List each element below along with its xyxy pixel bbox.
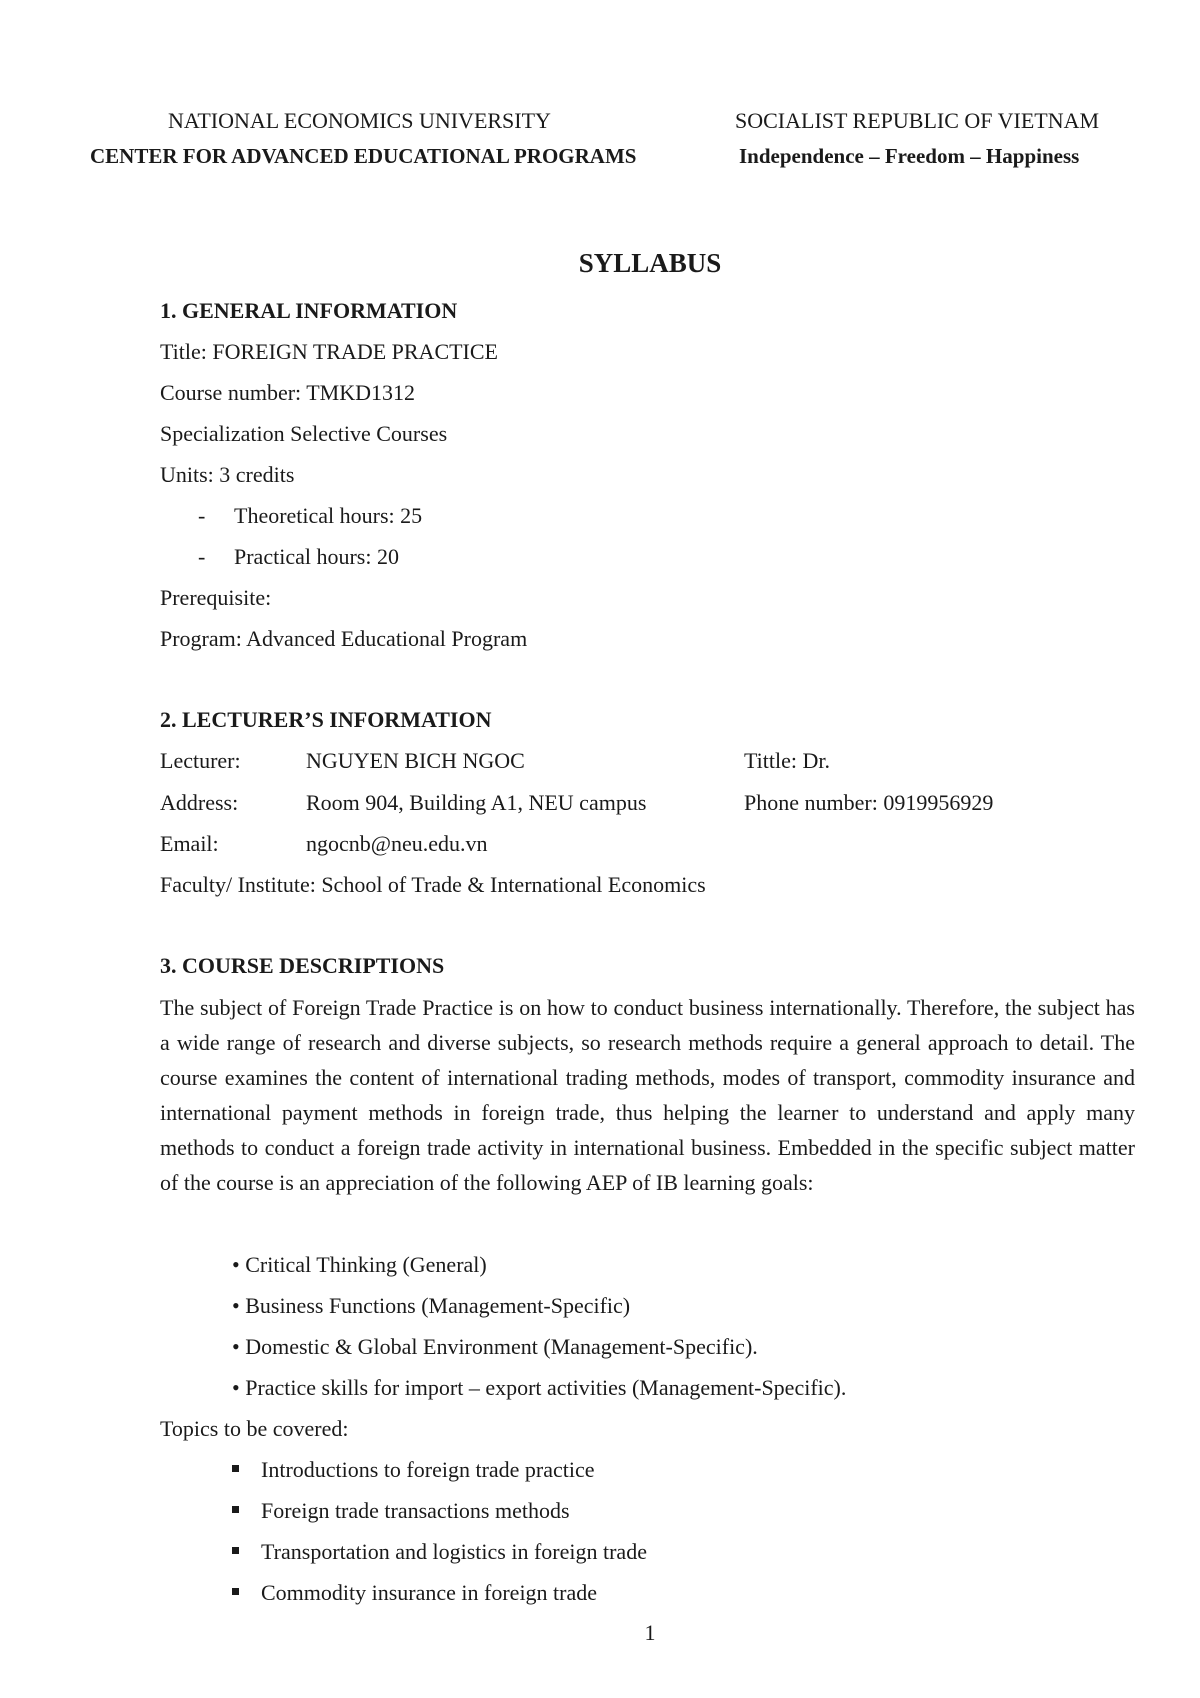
email-label: Email: bbox=[160, 831, 219, 856]
page-number: 1 bbox=[644, 1620, 656, 1645]
email-value: ngocnb@neu.edu.vn bbox=[306, 831, 488, 856]
topic-text: Foreign trade transactions methods bbox=[261, 1498, 570, 1523]
square-bullet-icon bbox=[232, 1465, 239, 1472]
section-heading-lecturer: 2. LECTURER’S INFORMATION bbox=[160, 707, 492, 732]
motto: Independence – Freedom – Happiness bbox=[739, 144, 1080, 168]
topic-text: Introductions to foreign trade practice bbox=[261, 1457, 595, 1482]
address-value: Room 904, Building A1, NEU campus bbox=[306, 790, 647, 815]
prerequisite: Prerequisite: bbox=[160, 585, 272, 610]
topic-item bbox=[232, 1457, 595, 1483]
address-label: Address: bbox=[160, 790, 239, 815]
practical-hours bbox=[198, 544, 399, 570]
course-number: Course number: TMKD1312 bbox=[160, 380, 416, 405]
faculty: Faculty/ Institute: School of Trade & International Economics bbox=[160, 872, 706, 897]
lecturer-title: Tittle: Dr. bbox=[744, 748, 830, 773]
square-bullet-icon bbox=[232, 1588, 239, 1595]
dash-marker: - bbox=[198, 544, 206, 569]
center-name: CENTER FOR ADVANCED EDUCATIONAL PROGRAMS bbox=[90, 144, 637, 168]
theoretical-hours bbox=[198, 503, 422, 529]
course-description: The subject of Foreign Trade Practice is on how to conduct business internationally. Therefore, the subject has a wide range of research and diverse subjects, so research methods require a general approach to detail. The course examines the content of international trading methods, modes of transport, commodity insurance and international payment methods in foreign trade, thus helping the learner to understand and apply many methods to conduct a foreign trade activity in international business. Embedded in the specific subject matter of the course is an appreciation of the following AEP of IB learning goals: bbox=[160, 995, 1135, 1195]
square-bullet-icon bbox=[232, 1506, 239, 1513]
course-category: Specialization Selective Courses bbox=[160, 421, 448, 446]
learning-goal: • Domestic & Global Environment (Management-Specific). bbox=[232, 1334, 758, 1359]
country-name: SOCIALIST REPUBLIC OF VIETNAM bbox=[735, 108, 1100, 133]
learning-goal: • Critical Thinking (General) bbox=[232, 1252, 487, 1277]
topic-text: Transportation and logistics in foreign trade bbox=[261, 1539, 647, 1564]
section-heading-course: 3. COURSE DESCRIPTIONS bbox=[160, 953, 445, 978]
square-bullet-icon bbox=[232, 1547, 239, 1554]
topic-item bbox=[232, 1580, 597, 1606]
course-units: Units: 3 credits bbox=[160, 462, 295, 487]
program: Program: Advanced Educational Program bbox=[160, 626, 528, 651]
topic-item bbox=[232, 1498, 570, 1524]
lecturer-label: Lecturer: bbox=[160, 748, 241, 773]
document-title: SYLLABUS bbox=[578, 248, 722, 278]
phone-number: Phone number: 0919956929 bbox=[744, 790, 994, 815]
dash-marker: - bbox=[198, 503, 206, 528]
learning-goal: • Business Functions (Management-Specific) bbox=[232, 1293, 631, 1318]
practical-hours-text: Practical hours: 20 bbox=[234, 544, 399, 569]
university-name: NATIONAL ECONOMICS UNIVERSITY bbox=[168, 108, 551, 133]
section-heading-general: 1. GENERAL INFORMATION bbox=[160, 298, 458, 323]
theoretical-hours-text: Theoretical hours: 25 bbox=[234, 503, 423, 528]
course-title: Title: FOREIGN TRADE PRACTICE bbox=[160, 339, 498, 364]
lecturer-name: NGUYEN BICH NGOC bbox=[306, 748, 525, 773]
topic-item bbox=[232, 1539, 647, 1565]
topic-text: Commodity insurance in foreign trade bbox=[261, 1580, 598, 1605]
topics-label: Topics to be covered: bbox=[160, 1416, 349, 1441]
learning-goal: • Practice skills for import – export activities (Management-Specific). bbox=[232, 1375, 847, 1400]
